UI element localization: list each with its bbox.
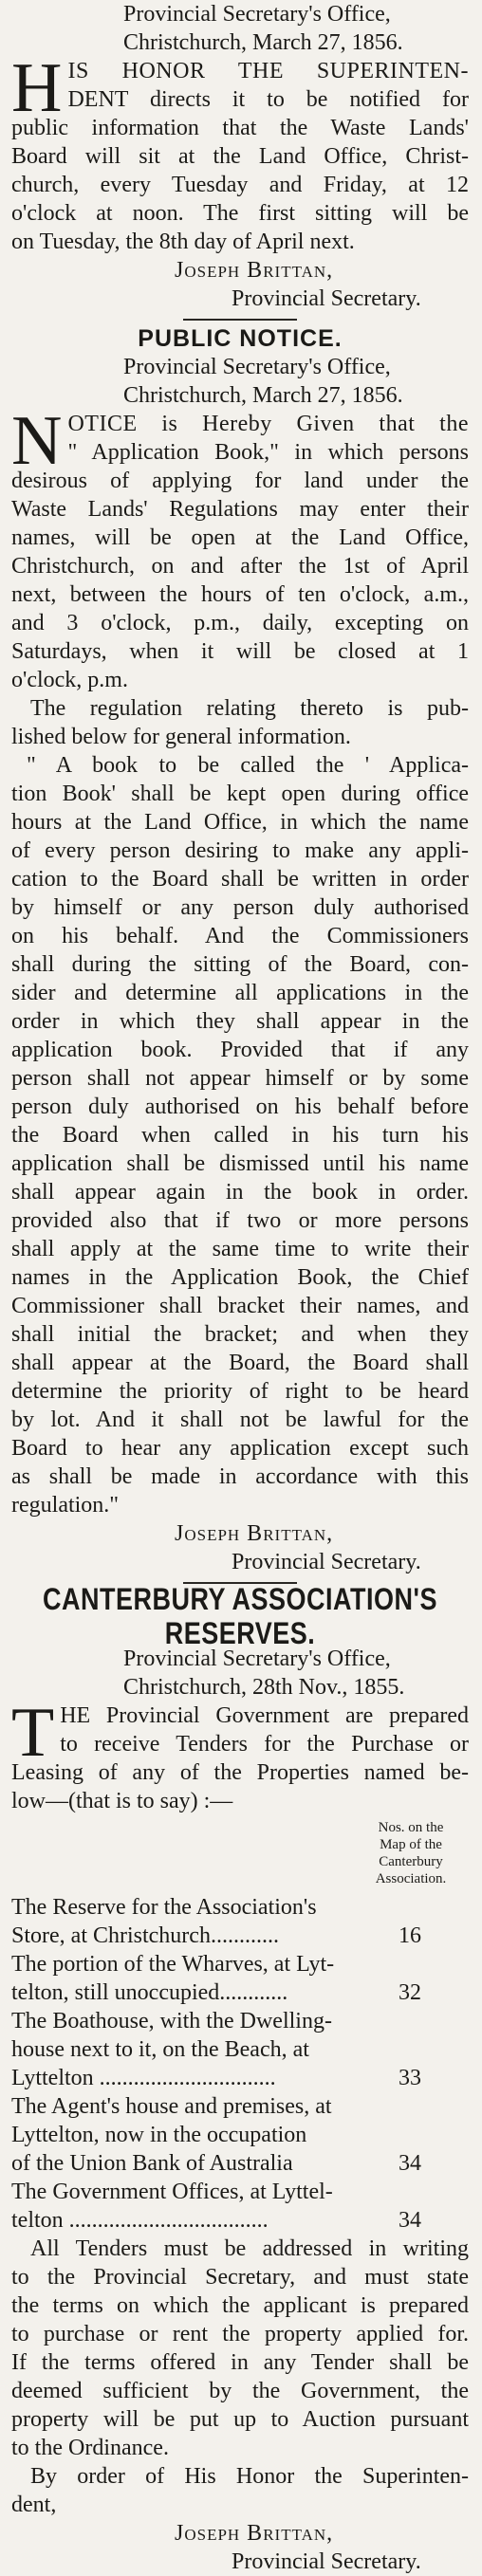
quote-line: order in which they shall appear in the (11, 1009, 469, 1034)
body-line: the terms on which the applicant is prepared (11, 2293, 469, 2318)
table-header-line: Association. (375, 1871, 447, 1886)
notice-body (11, 1694, 469, 1815)
signature-title: Provincial Secretary. (232, 286, 421, 311)
body-line: public information that the Waste Lands' (11, 116, 469, 140)
body-line: DENT directs it to be notified for (67, 87, 469, 112)
notice-body (11, 49, 469, 256)
quote-line: shall appear again in the book in order. (11, 1180, 469, 1205)
map-number: 32 (399, 1980, 421, 2005)
description-line: telton ................................... (11, 2208, 269, 2233)
quote-line: person duly authorised on his behalf before (11, 1095, 469, 1119)
body-line: HE Provincial Government are prepared (60, 1703, 469, 1728)
notice-association-reserves (11, 1582, 469, 2576)
quote-line: regulation." (11, 1493, 120, 1518)
quote-line: Commissioner shall bracket their names, and (11, 1294, 469, 1318)
body-line: deemed sufficient by the Government, the (11, 2379, 469, 2403)
body-line: Board will sit at the Land Office, Christ- (11, 144, 469, 169)
body-line: and 3 o'clock, p.m., daily, excepting on (11, 611, 469, 635)
quote-line: shall initial the bracket; and when they (11, 1322, 469, 1347)
office-line: Provincial Secretary's Office, (123, 1647, 391, 1671)
table-row (11, 2092, 469, 2178)
property-description (11, 2007, 353, 2092)
property-description (11, 2178, 353, 2235)
table-row (11, 2178, 469, 2235)
office-line: Provincial Secretary's Office, (123, 355, 391, 379)
quote-line: provided also that if two or more persons (11, 1208, 469, 1233)
quote-line: shall during the sitting of the Board, con- (11, 952, 469, 977)
description-line: The Government Offices, at Lyttel- (11, 2180, 333, 2204)
table-header (11, 1819, 469, 1887)
table-header-line: Map of the (380, 1837, 442, 1852)
description-line: of the Union Bank of Australia (11, 2151, 293, 2176)
quote-line: names in the Application Book, the Chief (11, 1265, 469, 1290)
body-line: church, every Tuesday and Friday, at 12 (11, 173, 469, 197)
signature-title: Provincial Secretary. (232, 1550, 421, 1574)
body-line: Waste Lands' Regulations may enter their (11, 497, 469, 522)
quote-line: hours at the Land Office, in which the name (11, 810, 469, 835)
description-line: The portion of the Wharves, at Lyt- (11, 1952, 335, 1977)
table-row (11, 2007, 469, 2092)
signature-name: Joseph Brittan, (175, 1521, 334, 1546)
quote-line: application book. Provided that if any (11, 1038, 469, 1062)
table-row (11, 1950, 469, 2007)
table-header-line: Canterbury (379, 1854, 443, 1869)
notice-body (11, 402, 469, 694)
body-line: All Tenders must be addressed in writing (30, 2236, 469, 2261)
body-line: Saturdays, when it will be closed at 1 (11, 639, 469, 664)
body-line: Leasing of any of the Properties named be- (11, 1760, 469, 1785)
table-row (11, 1893, 469, 1950)
description-line: The Reserve for the Association's (11, 1895, 317, 1920)
body-line: Christchurch, on and after the 1st of April (11, 554, 469, 579)
body-line: next, between the hours of ten o'clock, a.m., (11, 582, 469, 607)
body-line: to the Provincial Secretary, and must state (11, 2265, 469, 2290)
body-line: IS HONOR THE SUPERINTEN- (67, 59, 469, 83)
signature-name: Joseph Brittan, (175, 258, 334, 283)
property-description (11, 2092, 353, 2178)
quote-line: by himself or any person duly authorised (11, 895, 469, 920)
drop-cap: N (11, 402, 63, 480)
quote-line: on his behalf. And the Commissioners (11, 924, 469, 948)
body-line: to receive Tenders for the Purchase or (60, 1732, 469, 1757)
section-divider (183, 319, 297, 321)
properties-table (11, 1819, 469, 2235)
quote-line: tion Book' shall be kept open during office (11, 782, 469, 806)
body-line: o'clock at noon. The first sitting will be (11, 201, 469, 226)
body-line: By order of His Honor the Superinten- (30, 2464, 469, 2489)
map-number: 34 (399, 2208, 421, 2233)
property-description (11, 1893, 353, 1950)
quote-line: as shall be made in accordance with this (11, 1464, 469, 1489)
description-line: Store, at Christchurch............ (11, 1923, 279, 1948)
body-line: low—(that is to say) :— (11, 1789, 233, 1813)
date-line: Christchurch, March 27, 1856. (123, 30, 403, 55)
quote-line: cation to the Board shall be written in order (11, 867, 469, 892)
notice-heading: PUBLIC NOTICE. (138, 325, 343, 352)
body-line: " Application Book," in which persons (67, 440, 469, 465)
signature-title: Provincial Secretary. (232, 2549, 421, 2574)
property-description (11, 1950, 353, 2007)
body-line: desirous of applying for land under the (11, 469, 469, 493)
order-paragraph (11, 2462, 469, 2519)
quote-line: sider and determine all applications in the (11, 981, 469, 1005)
body-line: o'clock, p.m. (11, 668, 128, 692)
body-line: property will be put up to Auction pursuant (11, 2407, 469, 2432)
quote-line: person shall not appear himself or by some (11, 1066, 469, 1091)
quote-line: Board to hear any application except such (11, 1436, 469, 1461)
notice-heading: CANTERBURY ASSOCIATION'S RESERVES. (43, 1582, 437, 1650)
quote-line: application shall be dismissed until his name (11, 1151, 469, 1176)
notice-application-book (11, 324, 469, 1576)
description-line: The Agent's house and premises, at (11, 2094, 332, 2119)
regulation-quote (11, 751, 469, 1519)
quote-line: the Board when called in his turn his (11, 1123, 469, 1148)
closing-paragraph (11, 2235, 469, 2462)
body-line: lished below for general information. (11, 725, 351, 749)
quote-line: determine the priority of right to be heard (11, 1379, 469, 1404)
body-line: to the Ordinance. (11, 2436, 169, 2460)
body-line: names, will be open at the Land Office, (11, 525, 469, 550)
signature-name: Joseph Brittan, (175, 2521, 334, 2546)
quote-line: of every person desiring to make any appli- (11, 838, 469, 863)
quote-line: by lot. And it shall not be lawful for the (11, 1408, 469, 1432)
regulation-intro (11, 694, 469, 751)
body-line: OTICE is Hereby Given that the (67, 412, 469, 436)
description-line: Lyttelton, now in the occupation (11, 2123, 307, 2147)
map-number: 33 (399, 2066, 421, 2090)
description-line: The Boathouse, with the Dwelling- (11, 2009, 332, 2033)
description-line: house next to it, on the Beach, at (11, 2037, 309, 2062)
office-line: Provincial Secretary's Office, (123, 2, 391, 27)
body-line: on Tuesday, the 8th day of April next. (11, 230, 355, 254)
description-line: Lyttelton ............................... (11, 2066, 276, 2090)
quote-line: " A book to be called the ' Applica- (27, 753, 469, 778)
map-number: 34 (399, 2151, 421, 2176)
body-line: If the terms offered in any Tender shall be (11, 2350, 469, 2375)
description-line: telton, still unoccupied............ (11, 1980, 288, 2005)
quote-line: shall appear at the Board, the Board shall (11, 1351, 469, 1375)
drop-cap: H (11, 49, 63, 127)
drop-cap: T (11, 1694, 55, 1772)
body-line: dent, (11, 2493, 57, 2517)
notice-waste-lands-board (11, 0, 469, 313)
table-header-line: Nos. on the (378, 1820, 444, 1835)
body-line: The regulation relating thereto is pub- (30, 696, 469, 721)
date-line: Christchurch, March 27, 1856. (123, 383, 403, 408)
map-number: 16 (399, 1923, 421, 1948)
quote-line: shall apply at the same time to write their (11, 1237, 469, 1261)
body-line: to purchase or rent the property applied for. (11, 2322, 469, 2346)
date-line: Christchurch, 28th Nov., 1855. (123, 1675, 405, 1700)
